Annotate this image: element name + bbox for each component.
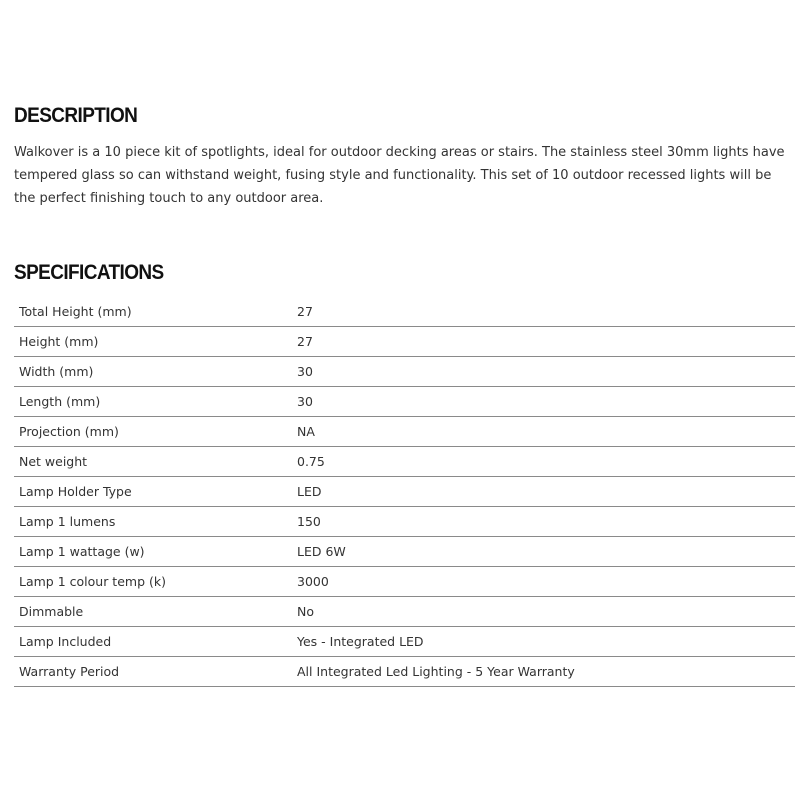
table-row [14,447,795,477]
spec-value: LED [292,477,795,507]
spec-value: No [292,597,795,627]
spec-value: 27 [292,297,795,327]
spec-value: 30 [292,357,795,387]
table-row [14,537,795,567]
spec-label: Dimmable [14,597,292,627]
table-row [14,507,795,537]
spec-label: Lamp 1 wattage (w) [14,537,292,567]
spec-value: Yes - Integrated LED [292,627,795,657]
spec-value: LED 6W [292,537,795,567]
spec-label: Length (mm) [14,387,292,417]
spec-value: 30 [292,387,795,417]
specifications-heading: SPECIFICATIONS [14,261,164,285]
spec-label: Warranty Period [14,657,292,687]
spec-label: Lamp 1 colour temp (k) [14,567,292,597]
table-row [14,357,795,387]
table-row [14,327,795,357]
table-row [14,597,795,627]
spec-label: Width (mm) [14,357,292,387]
table-row [14,297,795,327]
spec-label: Lamp 1 lumens [14,507,292,537]
table-row [14,477,795,507]
spec-label: Projection (mm) [14,417,292,447]
table-row [14,627,795,657]
spec-label: Height (mm) [14,327,292,357]
specifications-table [14,297,795,687]
table-row [14,417,795,447]
table-row [14,657,795,687]
spec-label: Lamp Holder Type [14,477,292,507]
spec-value: 27 [292,327,795,357]
spec-value: 150 [292,507,795,537]
spec-label: Lamp Included [14,627,292,657]
spec-value: All Integrated Led Lighting - 5 Year Warranty [292,657,795,687]
specifications-table-body [14,297,795,687]
table-row [14,567,795,597]
spec-value: 3000 [292,567,795,597]
table-row [14,387,795,417]
spec-label: Net weight [14,447,292,477]
description-heading: DESCRIPTION [14,104,138,128]
spec-label: Total Height (mm) [14,297,292,327]
spec-value: NA [292,417,795,447]
description-text: Walkover is a 10 piece kit of spotlights, ideal for outdoor decking areas or stairs. The stainless steel 30mm lights have tempered glass so can withstand weight, fusing style and functionality. This set of 10 outdoor recessed lights will be the perfect finishing touch to any outdoor area. [14,145,785,206]
spec-value: 0.75 [292,447,795,477]
